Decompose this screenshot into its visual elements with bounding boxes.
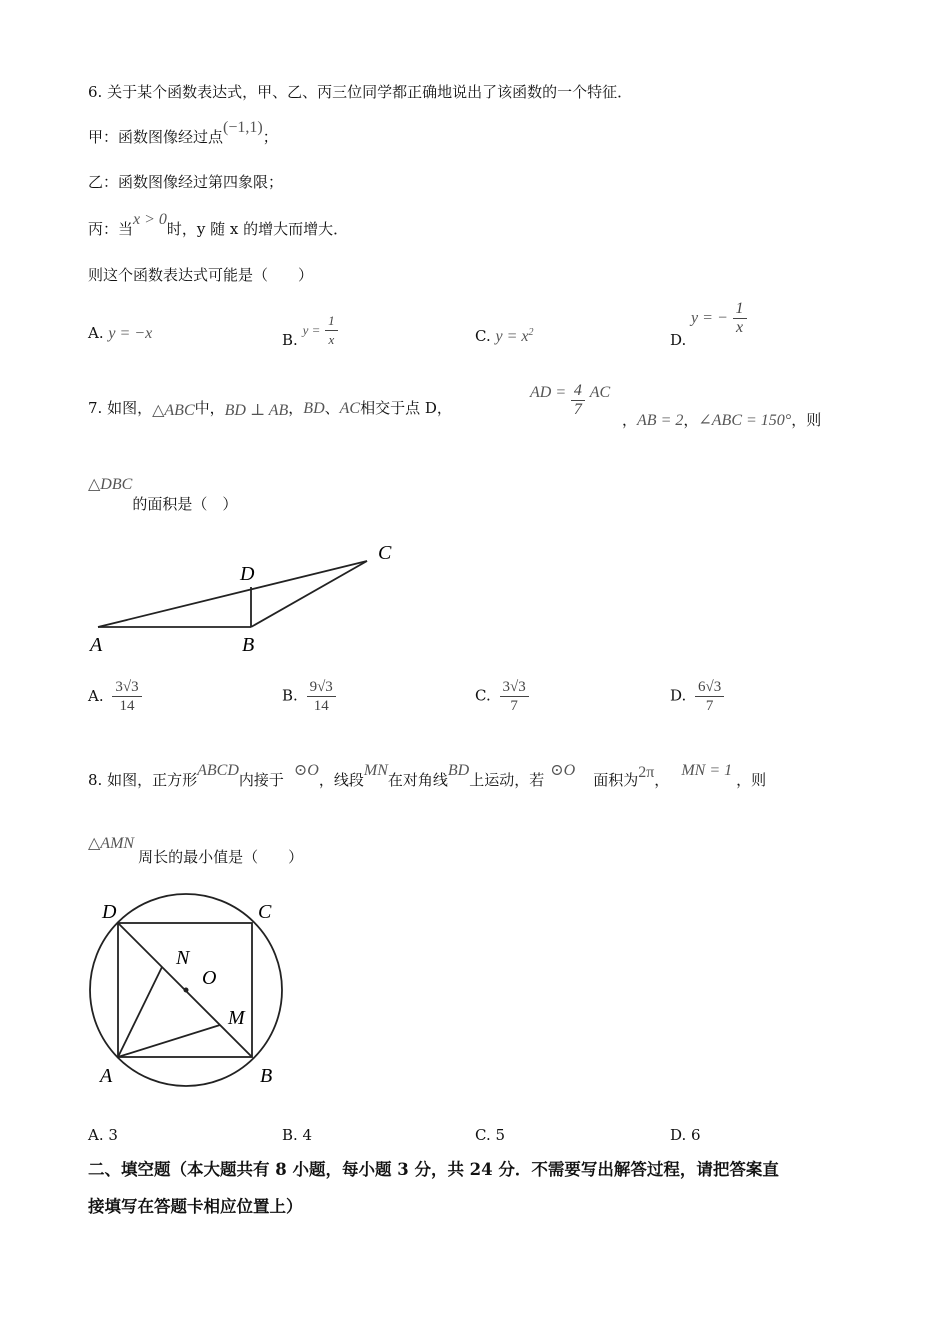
q8-mn: MN <box>363 762 388 779</box>
q7-stem <box>88 398 452 419</box>
option-label: D. <box>670 330 687 349</box>
q7-stem-tail <box>622 410 821 431</box>
q6-stem: 6. 关于某个函数表达式，甲、乙、丙三位同学都正确地说出了该函数的一个特征． <box>88 83 633 101</box>
q6-option-c[interactable] <box>475 323 534 347</box>
q6-bing-prefix: 丙：当 <box>88 220 134 238</box>
text: 周长的最小值是（ ） <box>138 848 304 866</box>
q8-option-b[interactable]: B. 4 <box>282 1126 313 1144</box>
numerator: 6√3 <box>695 678 724 697</box>
q6-jia-point: (−1,1) <box>223 119 263 136</box>
text: ， <box>622 411 638 429</box>
q8-triangle-amn: △AMN <box>88 835 135 852</box>
label-d: D <box>240 563 255 585</box>
q7-triangle: △ABC <box>152 402 195 419</box>
q8-bd: BD <box>447 762 470 779</box>
option-label: D. <box>670 686 687 705</box>
q6-yi: 乙：函数图像经过第四象限； <box>88 173 284 191</box>
option-label: C. <box>475 686 491 705</box>
q6-jia <box>88 119 278 148</box>
text: ， <box>654 771 670 789</box>
numerator: 3√3 <box>500 678 529 697</box>
q7-option-b[interactable] <box>282 678 336 715</box>
q6-bing-cond: x > 0 <box>133 211 167 228</box>
q8-stem <box>88 762 767 791</box>
q8-stem-2 <box>88 835 304 866</box>
q6-option-a-expr: y = −x <box>108 325 153 342</box>
option-label: A. <box>88 324 104 342</box>
label-o: O <box>202 967 217 989</box>
label-b: B <box>260 1065 273 1087</box>
q6-jia-prefix: 甲：函数图像经过点 <box>88 128 224 146</box>
q7-figure <box>80 535 420 660</box>
text: 中， <box>194 399 225 417</box>
text: 在对角线 <box>387 771 448 789</box>
text: 内接于 <box>238 771 284 789</box>
label-c: C <box>378 542 392 564</box>
q6-question: 则这个函数表达式可能是（ ） <box>88 266 314 284</box>
q6-option-b[interactable] <box>282 312 338 349</box>
q6-jia-suffix: ； <box>262 128 278 146</box>
text: 、 <box>324 399 340 417</box>
numerator: 9√3 <box>307 678 336 697</box>
numerator: 1 <box>733 300 747 319</box>
label-d: D <box>102 901 117 923</box>
q7-number: 7. 如图， <box>88 399 153 417</box>
q7-bd: BD <box>303 400 325 417</box>
q7-option-c-frac <box>500 678 529 715</box>
q8-area: 2π <box>638 764 655 781</box>
q8-option-a[interactable]: A. 3 <box>88 1126 118 1144</box>
q6-option-b-frac <box>325 312 338 349</box>
label-m: M <box>228 1007 245 1029</box>
text: ，则 <box>736 771 767 789</box>
q6-option-c-expr: y = x <box>495 328 529 345</box>
label-a: A <box>100 1065 113 1087</box>
label-c: C <box>258 901 272 923</box>
q7-option-d[interactable] <box>670 678 724 715</box>
q7-option-a-frac <box>112 678 141 715</box>
text: 的面积是（ ） <box>132 495 238 513</box>
q8-number: 8. 如图，正方形 <box>88 771 198 789</box>
denominator: 7 <box>510 698 518 714</box>
q7-ad-rhs: AC <box>589 383 611 401</box>
q6-option-c-exponent: 2 <box>528 327 534 338</box>
denominator: 7 <box>573 401 582 418</box>
q8-mn-length: MN = 1 <box>681 762 733 779</box>
text: 相交于点 D， <box>360 399 452 417</box>
numerator: 1 <box>325 312 338 331</box>
denominator: x <box>328 332 335 347</box>
q7-ac: AC <box>339 400 361 417</box>
text: ， <box>683 411 699 429</box>
q8-option-c[interactable]: C. 5 <box>475 1126 506 1144</box>
q8-option-d[interactable]: D. 6 <box>670 1126 701 1144</box>
q7-ad-frac <box>571 382 585 419</box>
label-b: B <box>242 634 255 656</box>
q7-option-c[interactable] <box>475 678 529 715</box>
option-label: B. <box>282 686 298 705</box>
option-label: B. <box>282 330 298 349</box>
q6-option-d-frac <box>733 300 747 337</box>
q8-circle-2: ⊙O <box>550 762 576 779</box>
denominator: 7 <box>705 698 714 714</box>
q7-ad-lhs: AD = <box>530 383 567 401</box>
label-n: N <box>176 947 190 969</box>
numerator: 4 <box>571 382 585 401</box>
denominator: 14 <box>313 698 329 714</box>
option-label: C. <box>475 327 491 345</box>
q7-stem-2 <box>88 476 238 513</box>
text: 面积为 <box>593 771 639 789</box>
q7-option-d-frac <box>695 678 724 715</box>
q8-figure <box>80 888 310 1098</box>
q7-angle: ∠ABC = 150° <box>698 412 792 429</box>
text: 上运动，若 <box>469 771 545 789</box>
denominator: 14 <box>119 698 135 714</box>
numerator: 3√3 <box>112 678 141 697</box>
text: ，线段 <box>318 771 364 789</box>
denominator: x <box>735 319 744 336</box>
q6-bing <box>88 211 349 240</box>
q6-option-d-lhs: y = − <box>691 309 728 327</box>
option-label: A. <box>88 686 104 705</box>
q7-triangle-dbc: △DBC <box>88 476 133 493</box>
q6-bing-suffix: 时，y 随 x 的增大而增大． <box>166 220 349 238</box>
q7-option-a[interactable] <box>88 678 142 715</box>
text: ， <box>288 399 304 417</box>
section2-heading-line2: 接填写在答题卡相应位置上） <box>88 1197 303 1216</box>
q7-perp: BD ⊥ AB <box>224 402 289 419</box>
q6-option-a[interactable] <box>88 323 152 344</box>
q6-option-b-lhs: y = <box>302 322 321 338</box>
center-point <box>184 988 189 993</box>
q7-ad-ratio <box>530 382 610 419</box>
q7-ab: AB = 2 <box>637 412 684 429</box>
label-a: A <box>90 634 103 656</box>
q6-option-d[interactable] <box>670 300 747 349</box>
q8-square: ABCD <box>197 762 239 779</box>
q8-circle: ⊙O <box>293 762 319 779</box>
text: ，则 <box>791 411 822 429</box>
q7-option-b-frac <box>307 678 336 715</box>
section2-heading-line1: 二、填空题（本大题共有 8 小题，每小题 3 分，共 24 分．不需要写出解答过程，请把答案直 <box>88 1160 779 1179</box>
